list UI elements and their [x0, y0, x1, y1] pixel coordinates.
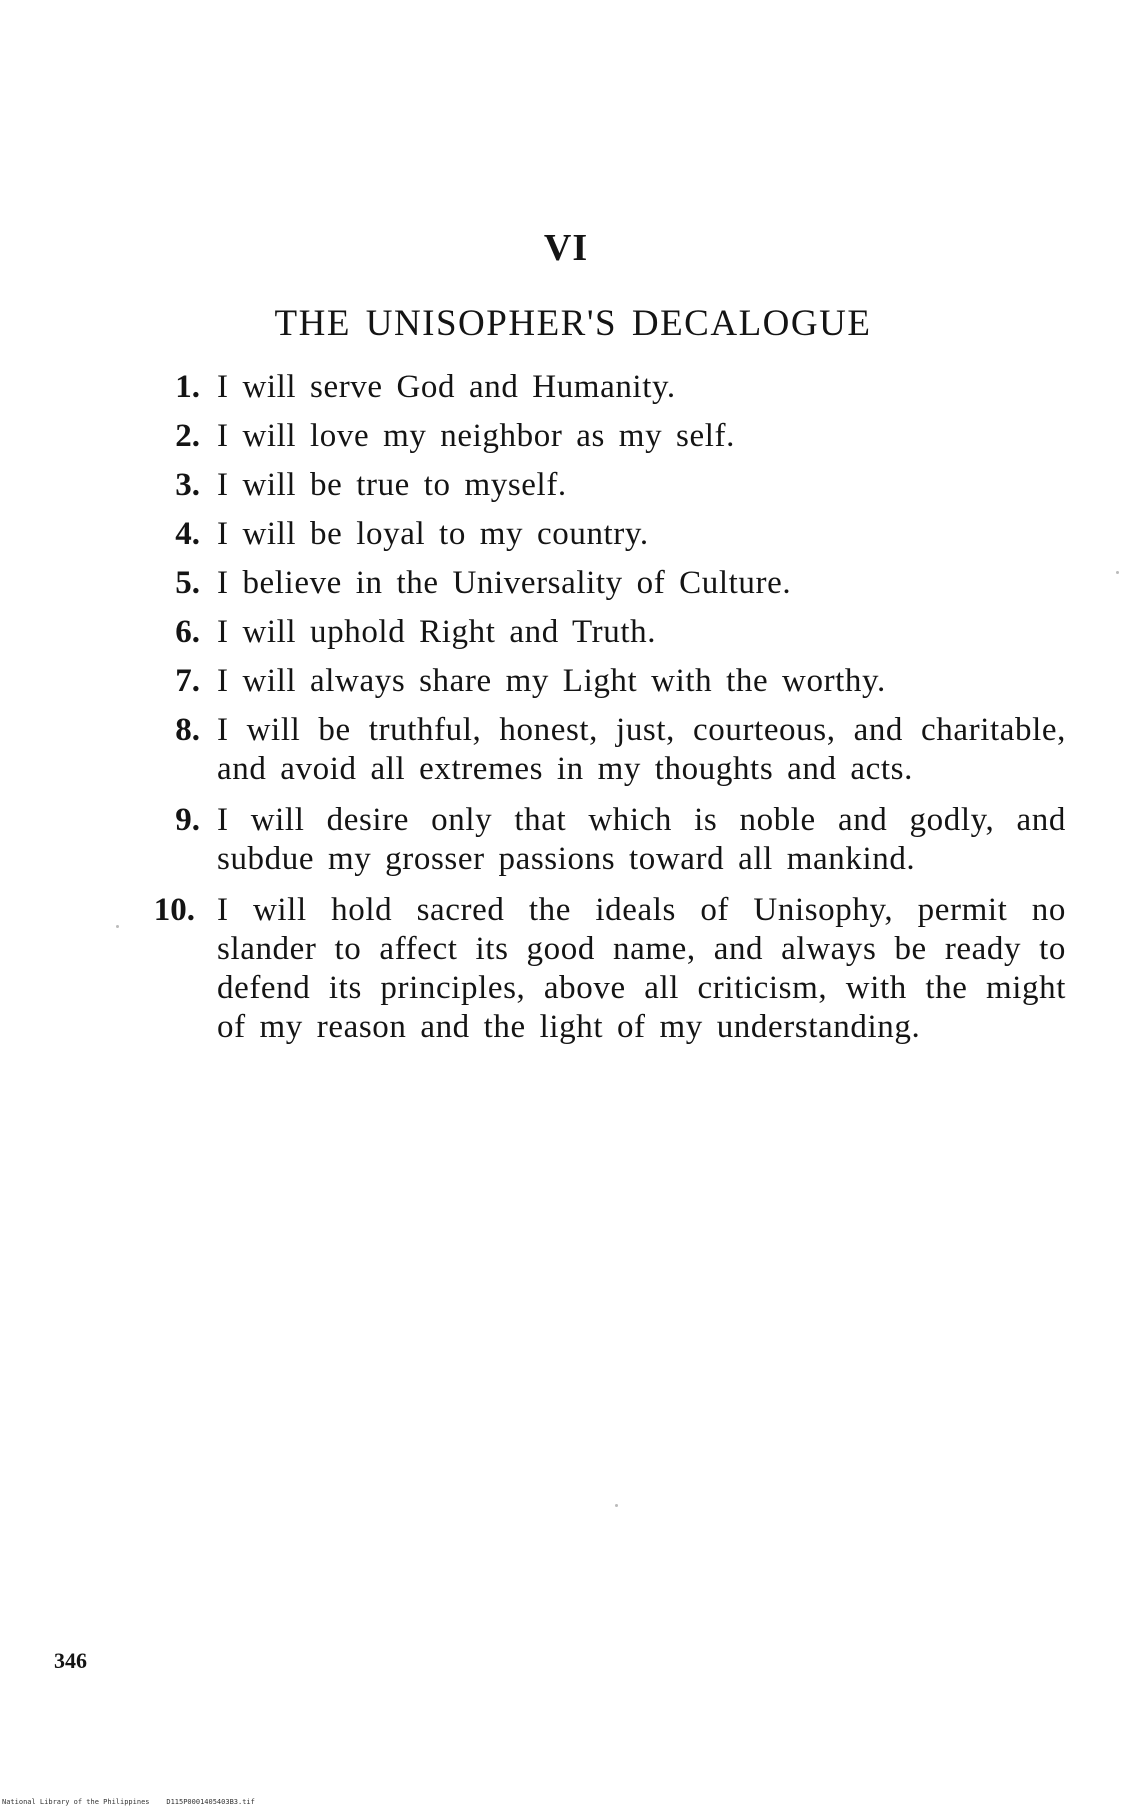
item-number: 4.: [175, 516, 200, 552]
list-item: [130, 466, 1066, 505]
item-number: 7.: [175, 663, 200, 699]
item-text: I will be loyal to my country.: [217, 516, 649, 552]
item-number: 10.: [153, 892, 195, 928]
item-number: 1.: [175, 369, 200, 405]
item-number: 6.: [175, 614, 200, 650]
scan-footer: National Library of the Philippines D115P0001405403B3.tif: [2, 1798, 255, 1806]
item-number: 8.: [175, 712, 200, 748]
item-number: 5.: [175, 565, 200, 601]
item-text: I believe in the Universality of Culture.: [217, 565, 792, 601]
list-item: [130, 515, 1066, 554]
scan-speck: [116, 925, 119, 928]
item-number: 3.: [175, 467, 200, 503]
list-item: [130, 662, 1066, 701]
list-item: [130, 891, 1066, 1047]
item-text: I will serve God and Humanity.: [217, 369, 676, 405]
list-item: [130, 613, 1066, 652]
chapter-number: VI: [543, 227, 589, 269]
list-item: [130, 711, 1066, 789]
scan-speck: [1116, 571, 1119, 574]
item-text: I will be true to myself.: [217, 467, 567, 503]
item-text: I will uphold Right and Truth.: [217, 614, 657, 650]
page-number: 346: [54, 1648, 87, 1673]
item-number: 2.: [175, 418, 200, 454]
item-number: 9.: [175, 802, 200, 838]
item-text: I will hold sacred the ideals of Unisophy, permit no slander to affect its good name, and always be ready to defend its principles, above all criticism, with the might of my reason and the light of my understanding.: [217, 892, 1066, 1045]
item-text: I will desire only that which is noble and godly, and subdue my grosser passions toward all mankind.: [217, 802, 1066, 877]
scan-speck: [615, 1504, 618, 1507]
list-item: [130, 368, 1066, 407]
page-title: THE UNISOPHER'S DECALOGUE: [274, 303, 872, 344]
item-text: I will be truthful, honest, just, courteous, and charitable, and avoid all extremes in my thoughts and acts.: [217, 712, 1066, 787]
list-item: [130, 417, 1066, 456]
decalogue-list: [130, 368, 1066, 1059]
list-item: [130, 564, 1066, 603]
item-text: I will love my neighbor as my self.: [217, 418, 735, 454]
list-item: [130, 801, 1066, 879]
item-text: I will always share my Light with the worthy.: [217, 663, 886, 699]
